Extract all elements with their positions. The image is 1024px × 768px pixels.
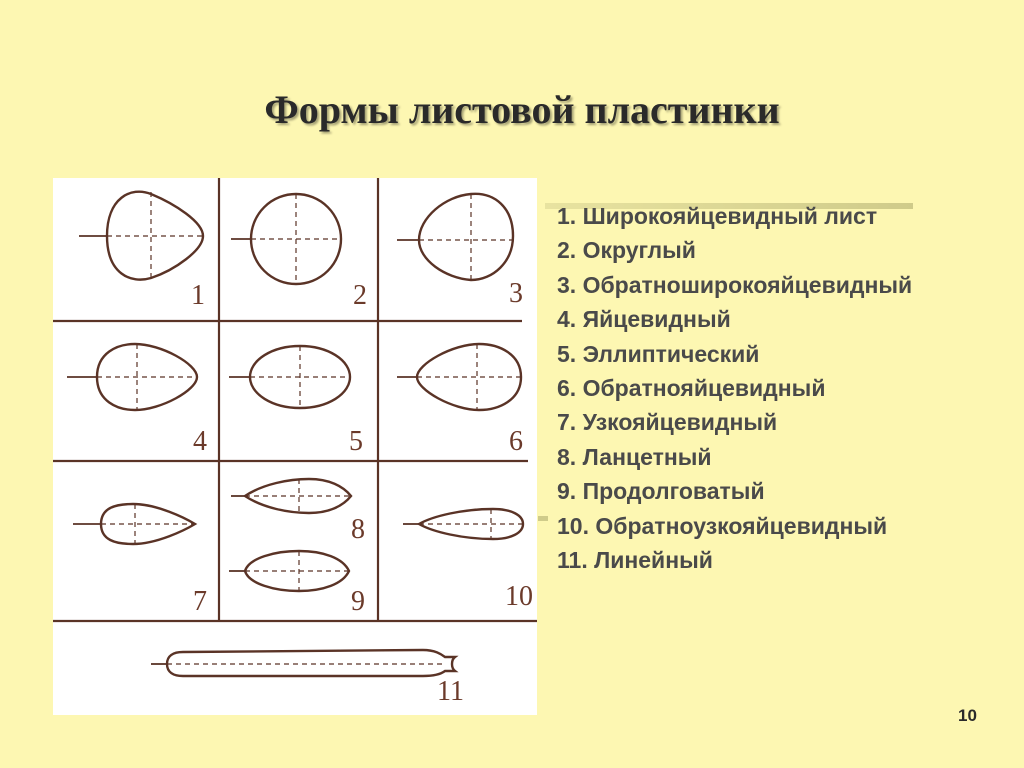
shape-number-4: 4 (193, 426, 207, 457)
legend-item-3: 3. Обратноширокояйцевидный (557, 271, 913, 298)
legend-item-9: 9. Продолговатый (557, 478, 765, 505)
legend-item-1: 1. Широкояйцевидный лист (557, 203, 878, 229)
legend-item-8: 8. Ланцетный (557, 443, 712, 470)
leaf-shapes-figure (53, 178, 537, 715)
decorative-tick (538, 516, 548, 521)
legend-item-6: 6. Обратнояйцевидный (557, 374, 826, 401)
shape-number-6: 6 (509, 426, 523, 457)
leaf-shape-legend (557, 199, 912, 577)
shape-number-1: 1 (191, 280, 205, 311)
legend-item-11: 11. Линейный (557, 546, 713, 573)
shape-number-5: 5 (349, 426, 363, 457)
legend-item-2: 2. Округлый (557, 237, 696, 264)
shape-number-10: 10 (505, 581, 533, 612)
leaf-shape-3 (419, 194, 513, 280)
page-number: 10 (958, 706, 977, 725)
legend-item-4: 4. Яйцевидный (557, 306, 731, 333)
shape-number-2: 2 (353, 280, 367, 311)
shape-number-8: 8 (351, 514, 365, 545)
slide-title: Формы листовой пластинки (264, 87, 780, 132)
shape-number-9: 9 (351, 586, 365, 617)
legend-item-5: 5. Эллиптический (557, 340, 760, 367)
leaf-shape-10 (419, 509, 523, 539)
leaf-shape-9 (245, 551, 349, 591)
leaf-shape-11 (167, 650, 455, 676)
leaf-shape-6 (417, 344, 521, 410)
legend-item-10: 10. Обратноузкояйцевидный (557, 512, 888, 539)
leaf-shapes-diagram (53, 178, 537, 715)
legend-item-7: 7. Узкояйцевидный (557, 409, 778, 436)
shape-number-11: 11 (437, 676, 464, 707)
shape-number-3: 3 (509, 278, 523, 309)
shape-number-7: 7 (193, 586, 207, 617)
